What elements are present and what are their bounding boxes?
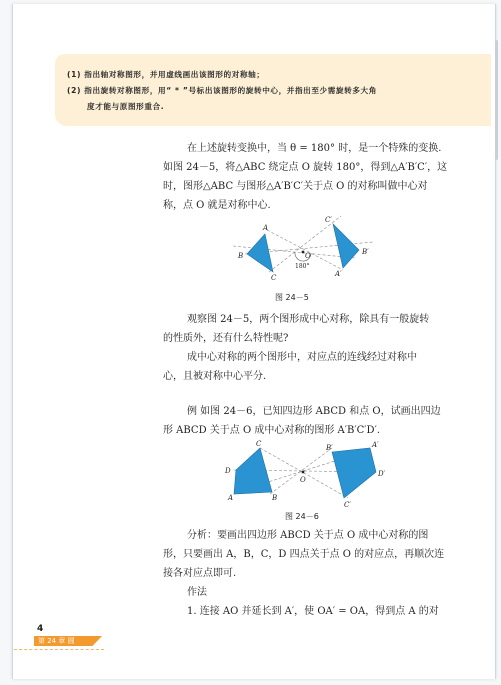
label-a: A — [228, 494, 234, 502]
observe-line-4: 心，且被对称中心平分. — [163, 371, 267, 382]
figure-24-6-caption: 图 24－6 — [285, 512, 319, 521]
quadrilateral-a1b1c1d1 — [332, 448, 376, 498]
label-b-prime: B′ — [362, 248, 369, 256]
label-a-prime: A′ — [335, 270, 342, 278]
exercise-line-1: (1) 指出轴对称图形，并用虚线画出该图形的对称轴； — [67, 70, 265, 79]
figure-24-5 — [225, 212, 385, 282]
method-step-1: 1. 连接 AO 并延长到 A′，使 OA′ = OA，得到点 A 的对 — [187, 606, 439, 617]
intro-line-1: 在上述旋转变换中，当 θ = 180° 时，是一个特殊的变换. — [187, 143, 442, 154]
label-a-prime: A′ — [372, 441, 379, 449]
exercise-line-2: (2) 指出旋转对称图形，用“ * ”号标出该图形的旋转中心，并指出至少需旋转多大角 — [67, 86, 377, 95]
label-b: B — [272, 494, 278, 502]
center-point-o — [302, 251, 305, 254]
intro-line-3: 时，图形△ABC 与图形△A′B′C′关于点 O 的对称叫做中心对 — [163, 181, 428, 192]
figure-24-5-caption: 图 24－5 — [275, 293, 309, 302]
label-c-prime: C′ — [325, 216, 332, 224]
example-line-2: 形 ABCD 关于点 O 成中心对称的图形 A′B′C′D′. — [163, 425, 381, 436]
label-angle: 180° — [295, 263, 310, 270]
scrollbar[interactable] — [495, 40, 498, 160]
triangle-abc — [247, 234, 273, 272]
exercise-line-3: 度才能与原图形重合. — [87, 102, 165, 111]
intro-line-2: 如图 24－5，将△ABC 绕定点 O 旋转 180°，得到△A′B′C′，这 — [163, 162, 448, 173]
label-c: C — [271, 274, 277, 282]
label-b: B — [238, 252, 244, 260]
label-a: A — [263, 224, 269, 232]
analysis-line-3: 接各对应点即可. — [163, 568, 237, 579]
example-line-1: 例 如图 24－6，已知四边形 ABCD 和点 O，试画出四边 — [187, 406, 441, 417]
label-d-prime: D′ — [378, 470, 386, 478]
analysis-line-1: 分析：要画出四边形 ABCD 关于点 O 成中心对称的图 — [187, 530, 429, 541]
label-o: O — [305, 252, 311, 260]
label-d: D — [225, 467, 231, 475]
label-b-prime: B′ — [326, 444, 333, 452]
quadrilateral-abcd — [234, 448, 272, 494]
center-point-o — [302, 471, 305, 474]
label-o: O — [300, 476, 306, 484]
analysis-line-2: 形，只要画出 A，B，C，D 四点关于点 O 的对应点，再顺次连 — [163, 549, 445, 560]
observe-line-2: 的性质外，还有什么特性呢? — [163, 333, 289, 344]
label-c: C — [256, 440, 262, 448]
intro-line-4: 称，点 O 就是对称中心. — [163, 200, 271, 211]
method-title: 作法 — [187, 587, 207, 598]
observe-line-1: 观察图 24－5，两个图形成中心对称，除具有一般旋转 — [187, 314, 430, 325]
chapter-label: 第 24 章 圆 — [38, 637, 75, 645]
observe-line-3: 成中心对称的两个图形中，对应点的连线经过对称中 — [187, 352, 417, 363]
figure-24-6 — [220, 440, 395, 510]
label-c-prime: C′ — [344, 501, 351, 509]
footer-divider — [14, 649, 104, 650]
triangle-a1b1c1 — [333, 224, 359, 268]
page-number: 4 — [37, 624, 44, 634]
